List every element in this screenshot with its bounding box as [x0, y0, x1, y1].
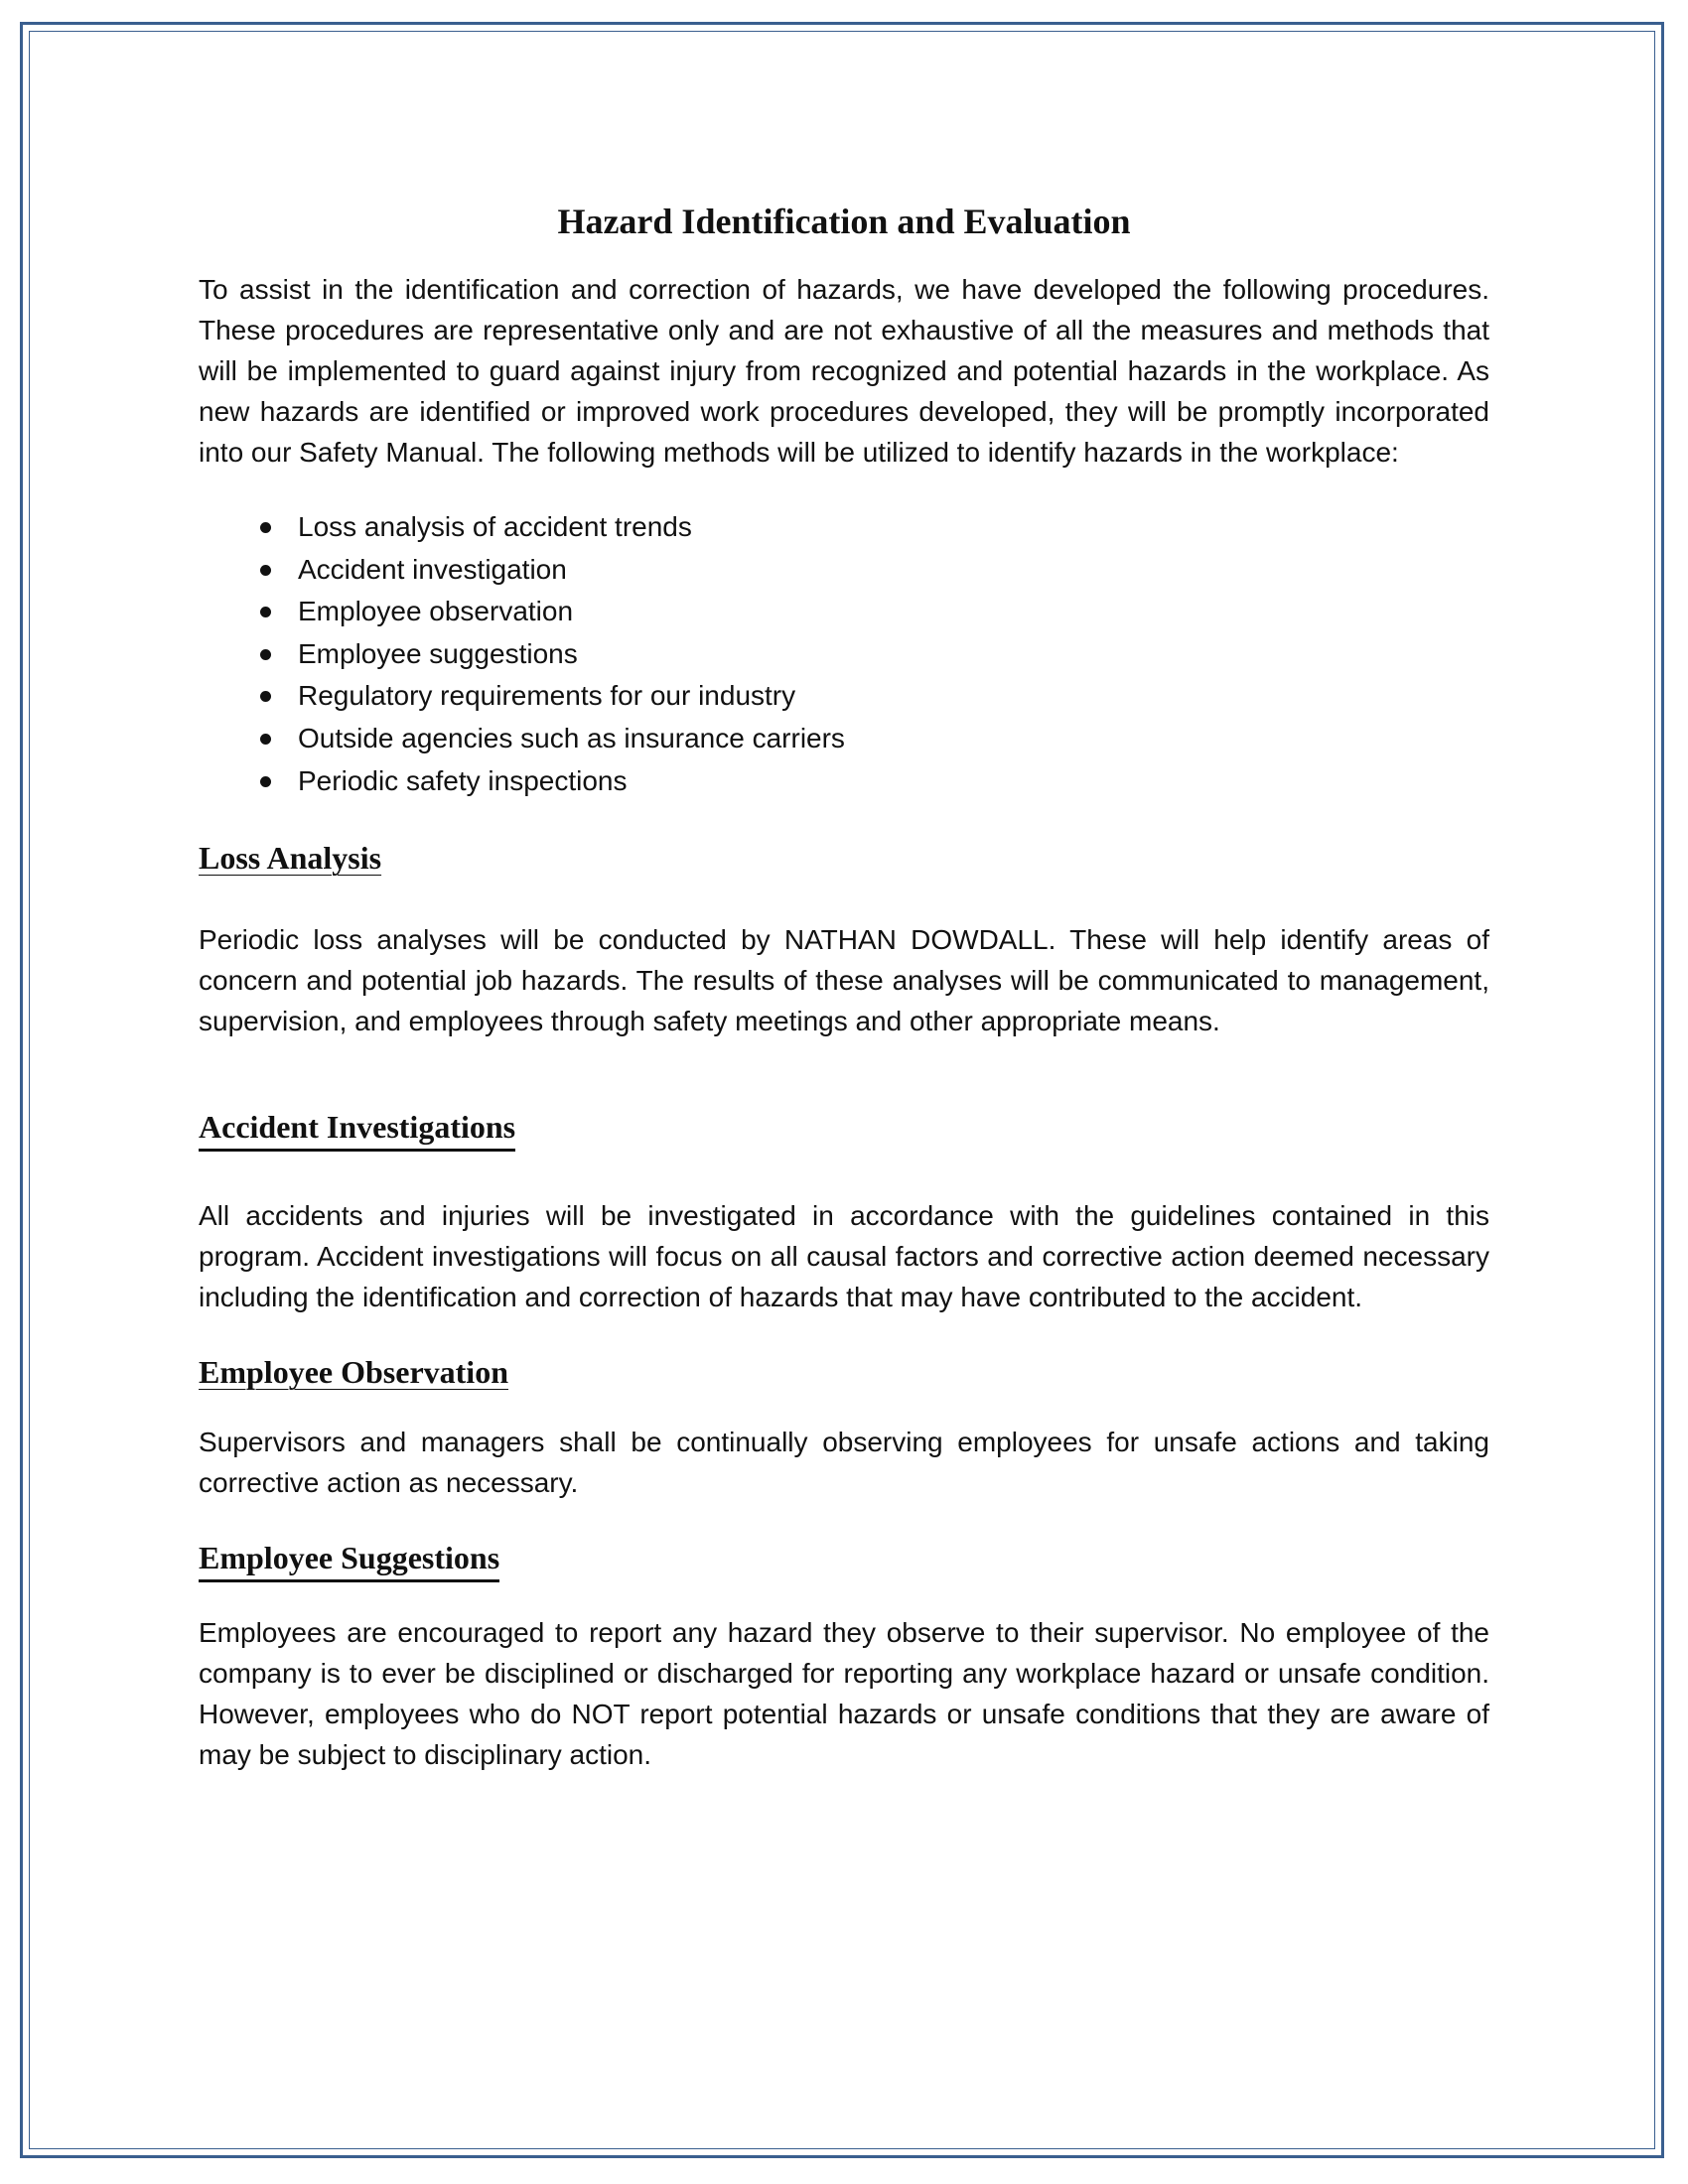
- section-heading: Accident Investigations: [199, 1105, 515, 1152]
- list-item-text: Loss analysis of accident trends: [298, 511, 692, 542]
- document-title: Hazard Identification and Evaluation: [557, 202, 1131, 241]
- list-item-text: Employee suggestions: [298, 637, 578, 669]
- bullet-icon: [260, 734, 271, 745]
- list-item-text: Periodic safety inspections: [298, 764, 628, 796]
- list-item: [258, 549, 1489, 592]
- list-item-text: Employee observation: [298, 596, 574, 627]
- bullet-icon: [260, 776, 271, 787]
- list-item: [258, 718, 1489, 760]
- bullet-icon: [260, 565, 271, 576]
- list-item-text: Outside agencies such as insurance carriers: [298, 722, 845, 753]
- document-body: [199, 194, 1489, 1775]
- section-heading: Loss Analysis: [199, 840, 382, 877]
- bullet-icon: [260, 607, 271, 617]
- bullet-icon: [260, 691, 271, 702]
- list-item-text: Accident investigation: [298, 553, 567, 585]
- bullet-icon: [260, 522, 271, 533]
- section-body: Supervisors and managers shall be continually observing employees for unsafe actions and taking corrective action as necessary.: [199, 1427, 1489, 1499]
- section-heading: Employee Suggestions: [199, 1536, 499, 1582]
- list-item: [258, 591, 1489, 633]
- list-item: [258, 675, 1489, 718]
- section-employee-suggestions: [199, 1536, 1489, 1775]
- bullet-icon: [260, 649, 271, 660]
- section-accident-investigations: [199, 1105, 1489, 1317]
- section-body: All accidents and injuries will be investigated in accordance with the guidelines contained in this program. Accident investigations will focus on all causal factors and corrective action deemed necessary including the identification and correction of hazards that may have contributed to the accident.: [199, 1200, 1489, 1313]
- section-body: Periodic loss analyses will be conducted by NATHAN DOWDALL. These will help identify areas of concern and potential job hazards. The results of these analyses will be communicated to management, supervision, and employees through safety meetings and other appropriate means.: [199, 924, 1489, 1037]
- section-heading: Employee Observation: [199, 1354, 508, 1391]
- list-item: [258, 506, 1489, 549]
- section-loss-analysis: [199, 836, 1489, 1041]
- intro-paragraph: To assist in the identification and correction of hazards, we have developed the following procedures. These procedures are representative only and are not exhaustive of all the measures and methods that will be implemented to guard against injury from recognized and potential hazards in the workplace. As new hazards are identified or improved work procedures developed, they will be promptly incorporated into our Safety Manual. The following methods will be utilized to identify hazards in the workplace:: [199, 274, 1489, 468]
- methods-list: [199, 506, 1489, 802]
- section-body: Employees are encouraged to report any hazard they observe to their supervisor. No employee of the company is to ever be disciplined or discharged for reporting any workplace hazard or unsafe condition. However, employees who do NOT report potential hazards or unsafe conditions that they are aware of may be subject to disciplinary action.: [199, 1617, 1489, 1771]
- list-item-text: Regulatory requirements for our industry: [298, 680, 796, 712]
- list-item: [258, 633, 1489, 676]
- section-employee-observation: [199, 1350, 1489, 1503]
- list-item: [258, 760, 1489, 803]
